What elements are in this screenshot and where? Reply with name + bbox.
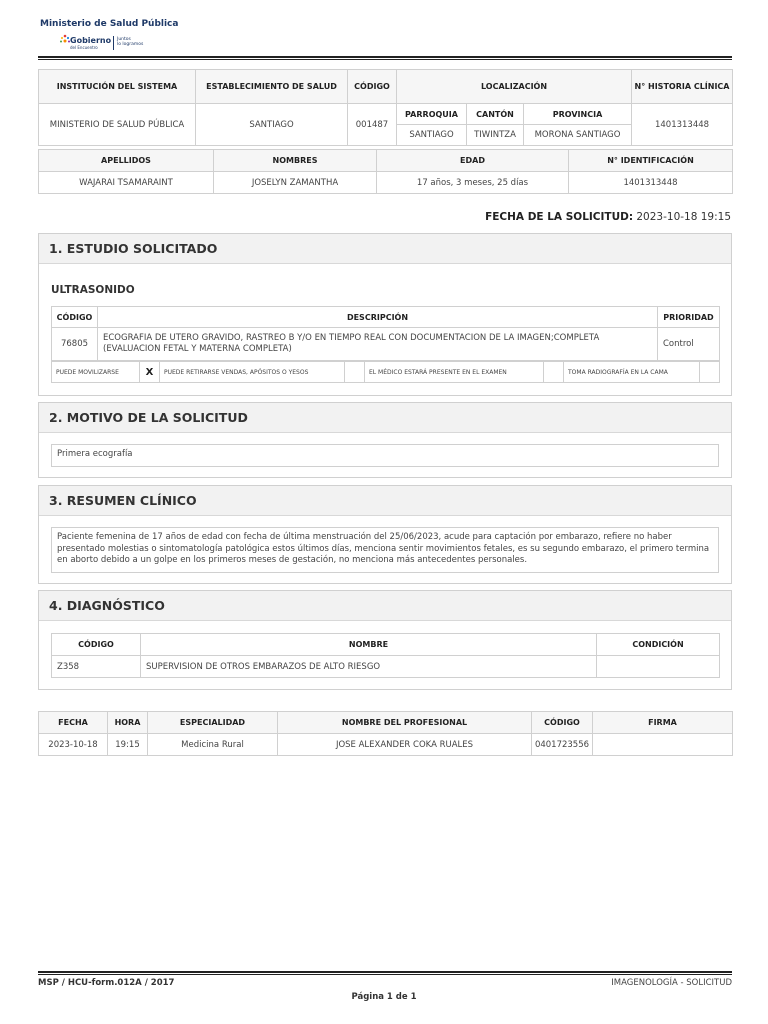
header-prof-codigo: CÓDIGO <box>532 712 593 734</box>
diag-condicion-value <box>597 656 720 678</box>
section-diagnostico-title: 4. DIAGNÓSTICO <box>39 591 731 621</box>
institution-table <box>38 69 733 146</box>
header-study-codigo: CÓDIGO <box>52 307 98 328</box>
diagnosis-table <box>51 633 720 678</box>
logo-slogan <box>117 37 143 47</box>
header-profesional: NOMBRE DEL PROFESIONAL <box>278 712 532 734</box>
option-cama-checkbox <box>700 362 720 383</box>
header-rule <box>38 56 732 60</box>
study-table <box>51 306 720 361</box>
study-codigo-value: 76805 <box>52 328 98 361</box>
header-firma: FIRMA <box>593 712 733 734</box>
header-institucion: INSTITUCIÓN DEL SISTEMA <box>39 70 196 104</box>
profesional-value: JOSE ALEXANDER COKA RUALES <box>278 734 532 756</box>
page-header <box>38 16 738 60</box>
section-diagnostico <box>38 590 732 690</box>
header-codigo: CÓDIGO <box>348 70 397 104</box>
ministry-title: Ministerio de Salud Pública <box>40 19 179 29</box>
government-logo <box>60 32 180 54</box>
request-date <box>485 211 731 223</box>
study-type: ULTRASONIDO <box>51 284 135 296</box>
header-fecha: FECHA <box>39 712 108 734</box>
study-options-table <box>51 361 720 383</box>
logo-divider <box>113 36 114 50</box>
patient-table <box>38 149 733 194</box>
header-parroquia: PARROQUIA <box>397 104 467 125</box>
especialidad-value: Medicina Rural <box>148 734 278 756</box>
option-retirarse-label: PUEDE RETIRARSE VENDAS, APÓSITOS O YESOS <box>160 362 345 383</box>
section-resumen-title: 3. RESUMEN CLÍNICO <box>39 486 731 516</box>
header-canton: CANTÓN <box>467 104 524 125</box>
header-edad: EDAD <box>377 150 569 172</box>
parroquia-value: SANTIAGO <box>397 125 467 146</box>
logo-slogan-line-1: Juntos <box>117 37 131 42</box>
study-prioridad-value: Control <box>658 328 720 361</box>
option-cama-label: TOMA RADIOGRAFÍA EN LA CAMA <box>564 362 700 383</box>
historia-clinica-value: 1401313448 <box>632 104 733 146</box>
header-hora: HORA <box>108 712 148 734</box>
codigo-value: 001487 <box>348 104 397 146</box>
header-identificacion: N° IDENTIFICACIÓN <box>569 150 733 172</box>
establecimiento-value: SANTIAGO <box>196 104 348 146</box>
logo-title: Gobierno <box>70 36 112 45</box>
header-diag-condicion: CONDICIÓN <box>597 634 720 656</box>
header-apellidos: APELLIDOS <box>39 150 214 172</box>
option-movilizarse-checkbox: X <box>140 362 160 383</box>
request-date-value: 2023-10-18 19:15 <box>636 211 731 223</box>
header-especialidad: ESPECIALIDAD <box>148 712 278 734</box>
section-resumen <box>38 485 732 584</box>
section-estudio <box>38 233 732 396</box>
hora-value: 19:15 <box>108 734 148 756</box>
header-establecimiento: ESTABLECIMIENTO DE SALUD <box>196 70 348 104</box>
canton-value: TIWINTZA <box>467 125 524 146</box>
firma-value <box>593 734 733 756</box>
identificacion-value: 1401313448 <box>569 172 733 194</box>
section-motivo <box>38 402 732 478</box>
section-motivo-title: 2. MOTIVO DE LA SOLICITUD <box>39 403 731 433</box>
study-descripcion-value: ECOGRAFIA DE UTERO GRAVIDO, RASTREO B Y/O EN TIEMPO REAL CON DOCUMENTACION DE LA IMAGEN;COMPLETA (EVALUACION FETAL Y MATERNA COMPLETA) <box>98 328 658 361</box>
option-medico-checkbox <box>544 362 564 383</box>
footer-rule <box>38 971 732 975</box>
header-provincia: PROVINCIA <box>524 104 632 125</box>
form-code: MSP / HCU-form.012A / 2017 <box>38 978 175 988</box>
professional-table <box>38 711 733 756</box>
resumen-text: Paciente femenina de 17 años de edad con fecha de última menstruación del 25/06/2023, acude para captación por embarazo, refiere no haber presentado molestias o sintomatología patológica estos últimos días, menciona sentir movimientos fetales, es su segundo embarazo, el primero termina en aborto debido a un golpe en los primeros meses de gestación, no menciona más antecedentes personales. <box>51 527 719 573</box>
fecha-value: 2023-10-18 <box>39 734 108 756</box>
option-movilizarse-label: PUEDE MOVILIZARSE <box>52 362 140 383</box>
prof-codigo-value: 0401723556 <box>532 734 593 756</box>
header-diag-codigo: CÓDIGO <box>52 634 141 656</box>
diag-nombre-value: SUPERVISION DE OTROS EMBARAZOS DE ALTO RIESGO <box>141 656 597 678</box>
section-estudio-title: 1. ESTUDIO SOLICITADO <box>39 234 731 264</box>
apellidos-value: WAJARAI TSAMARAINT <box>39 172 214 194</box>
edad-value: 17 años, 3 meses, 25 días <box>377 172 569 194</box>
option-retirarse-checkbox <box>345 362 365 383</box>
provincia-value: MORONA SANTIAGO <box>524 125 632 146</box>
sun-logo-icon <box>60 32 70 52</box>
nombres-value: JOSELYN ZAMANTHA <box>214 172 377 194</box>
logo-subtitle: del Encuentro <box>70 45 98 50</box>
header-diag-nombre: NOMBRE <box>141 634 597 656</box>
institucion-value: MINISTERIO DE SALUD PÚBLICA <box>39 104 196 146</box>
diag-codigo-value: Z358 <box>52 656 141 678</box>
header-nombres: NOMBRES <box>214 150 377 172</box>
motivo-text: Primera ecografía <box>51 444 719 467</box>
request-date-label: FECHA DE LA SOLICITUD: <box>485 211 634 223</box>
option-medico-label: EL MÉDICO ESTARÁ PRESENTE EN EL EXAMEN <box>365 362 544 383</box>
header-localizacion: LOCALIZACIÓN <box>397 70 632 104</box>
page-number: Página 1 de 1 <box>351 992 417 1002</box>
header-study-prioridad: PRIORIDAD <box>658 307 720 328</box>
header-study-descripcion: DESCRIPCIÓN <box>98 307 658 328</box>
header-historia-clinica: N° HISTORIA CLÍNICA <box>632 70 733 104</box>
logo-slogan-line-2: lo logramos <box>117 42 144 47</box>
form-type: IMAGENOLOGÍA - SOLICITUD <box>611 978 732 988</box>
